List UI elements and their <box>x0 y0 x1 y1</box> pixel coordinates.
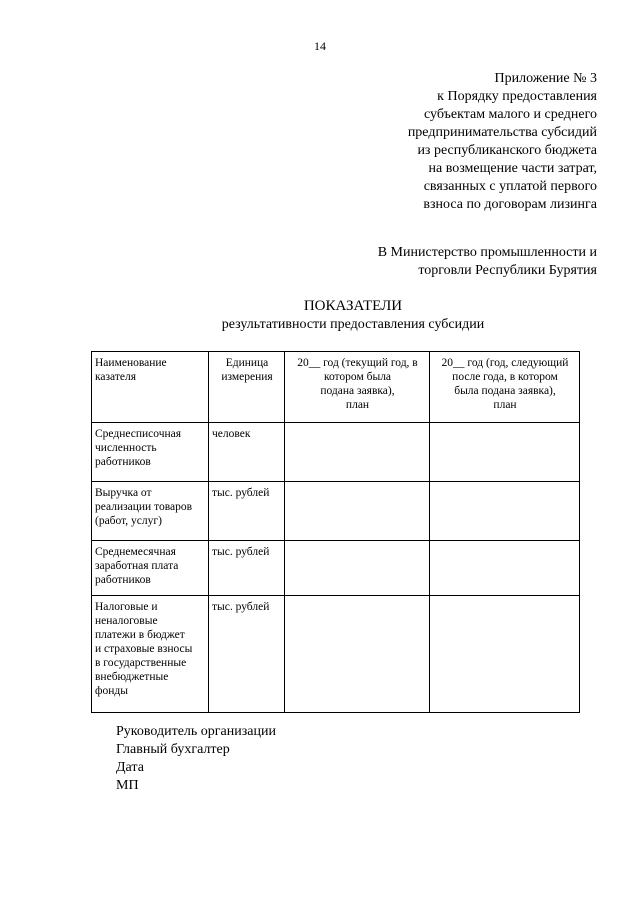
current-year-value-cell[interactable] <box>285 482 430 541</box>
document-title: ПОКАЗАТЕЛИ <box>303 298 403 314</box>
unit-cell: человек <box>209 423 285 482</box>
head-of-organization-label: Руководитель организации <box>116 724 276 739</box>
indicator-name-cell: Выручка от реализации товаров (работ, услуг) <box>92 482 209 541</box>
appendix-line: связанных с уплатой первого <box>423 179 597 194</box>
unit-cell: тыс. рублей <box>209 541 285 596</box>
table-header-row <box>92 352 580 423</box>
date-label: Дата <box>116 760 144 775</box>
table-row <box>92 423 580 482</box>
addressee-line: торговли Республики Бурятия <box>418 263 597 278</box>
next-year-value-cell[interactable] <box>430 596 580 713</box>
current-year-value-cell[interactable] <box>285 541 430 596</box>
appendix-line: предпринимательства субсидий <box>407 125 597 140</box>
chief-accountant-label: Главный бухгалтер <box>116 742 230 757</box>
appendix-line: субъектам малого и среднего <box>424 107 597 122</box>
unit-cell: тыс. рублей <box>209 596 285 713</box>
header-unit-cell: Единица измерения <box>209 352 285 423</box>
indicator-name-cell: Среднесписочная численность работников <box>92 423 209 482</box>
addressee-line: В Министерство промышленности и <box>377 245 597 260</box>
indicators-table <box>91 351 580 713</box>
table-row <box>92 482 580 541</box>
unit-cell: тыс. рублей <box>209 482 285 541</box>
current-year-value-cell[interactable] <box>285 596 430 713</box>
appendix-line: к Порядку предоставления <box>437 89 597 104</box>
header-current-year-cell: 20__ год (текущий год, в котором была подана заявка), план <box>285 352 430 423</box>
addressee-block <box>297 244 597 280</box>
document-subtitle: результативности предоставления субсидии <box>221 317 485 332</box>
header-name-cell: Наименование казателя <box>92 352 209 423</box>
next-year-value-cell[interactable] <box>430 423 580 482</box>
next-year-value-cell[interactable] <box>430 482 580 541</box>
table-row <box>92 541 580 596</box>
indicator-name-cell: Налоговые и неналоговые платежи в бюджет и страховые взносы в государственные внебюджетные фонды <box>92 596 209 713</box>
appendix-reference <box>337 70 597 214</box>
appendix-line: взноса по договорам лизинга <box>423 197 597 212</box>
page-number: 14 <box>314 39 326 53</box>
header-next-year-cell: 20__ год (год, следующий после года, в котором была подана заявка), план <box>430 352 580 423</box>
indicator-name-cell: Среднемесячная заработная плата работников <box>92 541 209 596</box>
current-year-value-cell[interactable] <box>285 423 430 482</box>
next-year-value-cell[interactable] <box>430 541 580 596</box>
appendix-line: на возмещение части затрат, <box>428 161 597 176</box>
seal-label: МП <box>116 778 139 793</box>
signature-block <box>116 723 276 795</box>
appendix-line: из республиканского бюджета <box>417 143 597 158</box>
appendix-line: Приложение № 3 <box>494 71 597 86</box>
table-row <box>92 596 580 713</box>
